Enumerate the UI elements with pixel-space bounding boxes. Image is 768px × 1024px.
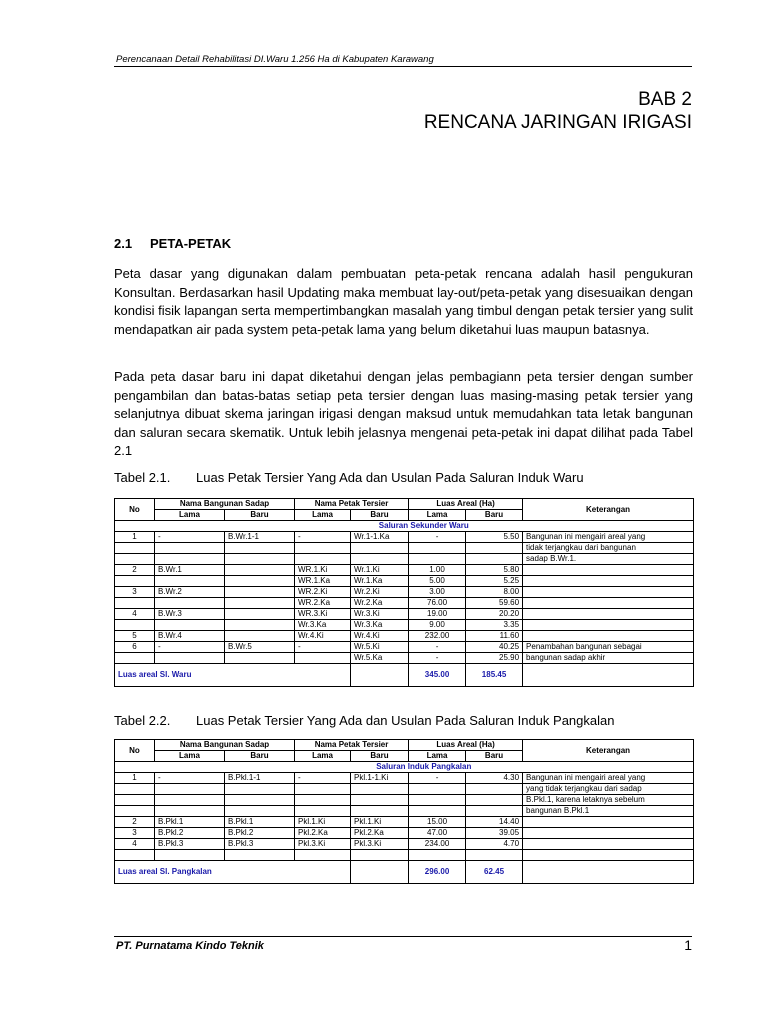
cell-bangunan-lama: B.Pkl.2 <box>155 828 225 839</box>
cell-no <box>115 850 155 861</box>
table-row <box>115 609 694 620</box>
cell-bangunan-lama <box>155 620 225 631</box>
cell-petak-baru: Wr.1.Ka <box>351 576 409 587</box>
cell-bangunan-baru <box>225 609 295 620</box>
table1-caption <box>114 470 584 485</box>
cell-luas-baru: 59.60 <box>466 598 523 609</box>
cell-keterangan <box>523 850 694 861</box>
cell-petak-baru <box>351 795 409 806</box>
cell-bangunan-lama <box>155 784 225 795</box>
cell-keterangan: Bangunan ini mengairi areal yang <box>523 773 694 784</box>
table-row <box>115 631 694 642</box>
cell-luas-lama: 15.00 <box>409 817 466 828</box>
cell-keterangan <box>523 576 694 587</box>
header-luas: Luas Areal (Ha) <box>409 499 523 510</box>
cell-petak-baru: Pkl.3.Ki <box>351 839 409 850</box>
cell-no: 1 <box>115 773 155 784</box>
table-row <box>115 828 694 839</box>
header-lama: Lama <box>409 751 466 762</box>
cell-bangunan-lama: - <box>155 642 225 653</box>
cell-luas-baru <box>466 850 523 861</box>
cell-bangunan-baru <box>225 806 295 817</box>
cell-bangunan-lama <box>155 653 225 664</box>
cell-keterangan: tidak terjangkau dari bangunan <box>523 543 694 554</box>
cell-keterangan: Penambahan bangunan sebagai <box>523 642 694 653</box>
cell-bangunan-lama: B.Wr.3 <box>155 609 225 620</box>
total-label: Luas areal Sl. Pangkalan <box>115 861 351 884</box>
table-row <box>115 850 694 861</box>
cell-no <box>115 806 155 817</box>
cell-keterangan <box>523 839 694 850</box>
cell-bangunan-baru <box>225 598 295 609</box>
subheader-saluran: Saluran Induk Pangkalan <box>155 762 694 773</box>
cell-luas-lama: - <box>409 642 466 653</box>
cell-petak-baru: Pkl.1-1.Ki <box>351 773 409 784</box>
table1-caption-text: Luas Petak Tersier Yang Ada dan Usulan Pada Saluran Induk Waru <box>196 470 584 485</box>
cell-bangunan-lama <box>155 806 225 817</box>
cell-luas-baru: 5.80 <box>466 565 523 576</box>
table-row <box>115 587 694 598</box>
header-baru: Baru <box>351 510 409 521</box>
table-row <box>115 565 694 576</box>
cell-no: 4 <box>115 609 155 620</box>
cell-petak-baru: Wr.4.Ki <box>351 631 409 642</box>
cell-bangunan-baru <box>225 543 295 554</box>
cell-no: 3 <box>115 587 155 598</box>
table-row <box>115 784 694 795</box>
header-bangunan: Nama Bangunan Sadap <box>155 740 295 751</box>
subheader-saluran: Saluran Sekunder Waru <box>155 521 694 532</box>
table-row <box>115 817 694 828</box>
cell-luas-baru: 11.60 <box>466 631 523 642</box>
total-lama: 345.00 <box>409 664 466 687</box>
table-row <box>115 653 694 664</box>
cell-luas-lama <box>409 784 466 795</box>
cell-keterangan <box>523 609 694 620</box>
table-row <box>115 576 694 587</box>
cell-luas-lama <box>409 795 466 806</box>
cell-bangunan-baru: B.Wr.1-1 <box>225 532 295 543</box>
cell-luas-baru: 14.40 <box>466 817 523 828</box>
cell-bangunan-baru: B.Pkl.3 <box>225 839 295 850</box>
table-row <box>115 543 694 554</box>
cell-no: 5 <box>115 631 155 642</box>
table1-caption-label: Tabel 2.1. <box>114 470 171 485</box>
cell-bangunan-baru: B.Pkl.1 <box>225 817 295 828</box>
cell-petak-lama <box>295 850 351 861</box>
cell-luas-lama: 1.00 <box>409 565 466 576</box>
cell-petak-lama <box>295 653 351 664</box>
cell-no: 2 <box>115 817 155 828</box>
cell-keterangan <box>523 817 694 828</box>
header-lama: Lama <box>155 751 225 762</box>
cell-luas-baru <box>466 795 523 806</box>
cell-petak-baru: Pkl.2.Ka <box>351 828 409 839</box>
subheader-spacer <box>115 521 155 532</box>
header-petak: Nama Petak Tersier <box>295 740 409 751</box>
table-row <box>115 554 694 565</box>
cell-petak-lama: WR.1.Ki <box>295 565 351 576</box>
cell-luas-lama: - <box>409 653 466 664</box>
cell-luas-baru: 25.90 <box>466 653 523 664</box>
cell-bangunan-baru <box>225 554 295 565</box>
cell-luas-lama <box>409 850 466 861</box>
cell-bangunan-baru <box>225 565 295 576</box>
table-pangkalan <box>114 739 694 884</box>
chapter-number: BAB 2 <box>638 89 692 110</box>
cell-luas-baru: 5.25 <box>466 576 523 587</box>
section-number: 2.1 <box>114 236 133 251</box>
cell-petak-baru: Wr.5.Ki <box>351 642 409 653</box>
subheader-spacer <box>115 762 155 773</box>
cell-petak-baru: Wr.5.Ka <box>351 653 409 664</box>
paragraph-1: Peta dasar yang digunakan dalam pembuatan peta-petak rencana adalah hasil pengukuran Konsultan. Berdasarkan hasil Updating maka membuat lay-out/peta-petak yang disesuaikan dengan kondisi fisik lapangan serta mempertimbangkan masalah yang timbul dengan petak tersier yang sulit mendapatkan air pada system peta-petak lama yang belum diketahui luas maupun batasnya. <box>114 266 693 337</box>
cell-no: 6 <box>115 642 155 653</box>
page-number: 1 <box>684 937 692 953</box>
cell-luas-baru <box>466 806 523 817</box>
cell-no <box>115 598 155 609</box>
cell-petak-lama: WR.1.Ka <box>295 576 351 587</box>
cell-petak-lama: Pkl.3.Ki <box>295 839 351 850</box>
table-row <box>115 532 694 543</box>
header-lama: Lama <box>155 510 225 521</box>
cell-luas-lama <box>409 554 466 565</box>
cell-luas-baru: 5.50 <box>466 532 523 543</box>
cell-bangunan-baru <box>225 576 295 587</box>
cell-keterangan <box>523 828 694 839</box>
table-body <box>115 773 694 861</box>
cell-luas-lama: - <box>409 532 466 543</box>
cell-no <box>115 653 155 664</box>
cell-bangunan-lama <box>155 554 225 565</box>
footer-rule <box>114 936 692 937</box>
cell-luas-lama <box>409 543 466 554</box>
cell-keterangan <box>523 565 694 576</box>
total-label: Luas areal Sl. Waru <box>115 664 351 687</box>
cell-petak-lama: Pkl.2.Ka <box>295 828 351 839</box>
cell-bangunan-lama: B.Pkl.1 <box>155 817 225 828</box>
cell-bangunan-baru: B.Wr.5 <box>225 642 295 653</box>
cell-petak-baru: Wr.2.Ki <box>351 587 409 598</box>
cell-petak-lama: Pkl.1.Ki <box>295 817 351 828</box>
total-lama: 296.00 <box>409 861 466 884</box>
table-row <box>115 620 694 631</box>
cell-petak-lama: Wr.3.Ka <box>295 620 351 631</box>
cell-petak-lama: Wr.4.Ki <box>295 631 351 642</box>
chapter-title: RENCANA JARINGAN IRIGASI <box>423 112 692 133</box>
cell-petak-baru <box>351 543 409 554</box>
table2-caption-label: Tabel 2.2. <box>114 713 171 728</box>
cell-petak-lama: - <box>295 532 351 543</box>
cell-keterangan: yang tidak terjangkau dari sadap <box>523 784 694 795</box>
cell-bangunan-lama: B.Wr.2 <box>155 587 225 598</box>
cell-petak-lama <box>295 543 351 554</box>
table2-caption <box>114 713 614 728</box>
cell-petak-baru <box>351 554 409 565</box>
total-keterangan <box>523 664 694 687</box>
cell-no <box>115 576 155 587</box>
header-keterangan: Keterangan <box>523 740 694 762</box>
table-row <box>115 839 694 850</box>
cell-petak-lama: - <box>295 773 351 784</box>
cell-bangunan-baru <box>225 620 295 631</box>
cell-bangunan-baru <box>225 850 295 861</box>
cell-bangunan-baru <box>225 784 295 795</box>
cell-keterangan <box>523 598 694 609</box>
cell-bangunan-lama <box>155 543 225 554</box>
cell-petak-baru: Wr.3.Ki <box>351 609 409 620</box>
cell-bangunan-baru <box>225 587 295 598</box>
cell-no: 3 <box>115 828 155 839</box>
table-row <box>115 795 694 806</box>
total-baru: 62.45 <box>466 861 523 884</box>
cell-petak-lama: WR.2.Ka <box>295 598 351 609</box>
cell-no: 2 <box>115 565 155 576</box>
table-body <box>115 532 694 664</box>
cell-keterangan <box>523 631 694 642</box>
table-waru <box>114 498 694 687</box>
total-baru: 185.45 <box>466 664 523 687</box>
cell-bangunan-lama <box>155 795 225 806</box>
table-row <box>115 773 694 784</box>
cell-bangunan-lama: - <box>155 532 225 543</box>
cell-bangunan-baru <box>225 631 295 642</box>
cell-petak-lama: WR.3.Ki <box>295 609 351 620</box>
header-baru: Baru <box>351 751 409 762</box>
cell-bangunan-baru <box>225 653 295 664</box>
cell-petak-lama <box>295 806 351 817</box>
cell-luas-baru <box>466 543 523 554</box>
cell-petak-baru <box>351 850 409 861</box>
header-baru: Baru <box>466 751 523 762</box>
header-no: No <box>115 499 155 521</box>
cell-bangunan-lama: B.Wr.1 <box>155 565 225 576</box>
header-bangunan: Nama Bangunan Sadap <box>155 499 295 510</box>
total-keterangan <box>523 861 694 884</box>
cell-petak-baru: Wr.3.Ka <box>351 620 409 631</box>
cell-no <box>115 620 155 631</box>
cell-bangunan-lama <box>155 598 225 609</box>
cell-keterangan <box>523 587 694 598</box>
header-baru: Baru <box>225 751 295 762</box>
table-row <box>115 806 694 817</box>
cell-luas-lama: 232.00 <box>409 631 466 642</box>
section-heading <box>114 236 231 251</box>
cell-bangunan-lama <box>155 850 225 861</box>
section-title: PETA-PETAK <box>150 236 232 251</box>
cell-keterangan: Bangunan ini mengairi areal yang <box>523 532 694 543</box>
cell-no <box>115 784 155 795</box>
chapter-heading <box>424 88 692 134</box>
header-lama: Lama <box>295 751 351 762</box>
cell-bangunan-lama: - <box>155 773 225 784</box>
cell-bangunan-baru <box>225 795 295 806</box>
header-lama: Lama <box>409 510 466 521</box>
cell-luas-baru: 39.05 <box>466 828 523 839</box>
cell-petak-baru: Wr.1-1.Ka <box>351 532 409 543</box>
cell-luas-baru: 4.70 <box>466 839 523 850</box>
paragraph-2: Pada peta dasar baru ini dapat diketahui dengan jelas pembagiann peta tersier dengan sumber pengambilan dan batas-batas setiap peta tersier dengan luas masing-masing petak tersier yang selanjutnya dibuat skema jaringan irigasi dengan maksud untuk memudahkan tata letak bangunan dan saluran secara skematik. Untuk lebih jelasnya mengenai peta-petak ini dapat dilihat pada Tabel 2.1 <box>114 369 693 459</box>
header-no: No <box>115 740 155 762</box>
cell-luas-baru: 8.00 <box>466 587 523 598</box>
cell-luas-lama: 5.00 <box>409 576 466 587</box>
cell-petak-baru <box>351 806 409 817</box>
cell-no: 4 <box>115 839 155 850</box>
cell-petak-lama: - <box>295 642 351 653</box>
cell-luas-baru: 3.35 <box>466 620 523 631</box>
cell-no <box>115 554 155 565</box>
footer-company: PT. Purnatama Kindo Teknik <box>116 940 264 952</box>
cell-keterangan: bangunan sadap akhir <box>523 653 694 664</box>
cell-petak-baru: Wr.2.Ka <box>351 598 409 609</box>
header-rule <box>114 66 692 67</box>
cell-luas-baru: 4.30 <box>466 773 523 784</box>
cell-luas-lama: 234.00 <box>409 839 466 850</box>
table2-caption-text: Luas Petak Tersier Yang Ada dan Usulan Pada Saluran Induk Pangkalan <box>196 713 615 728</box>
cell-luas-lama <box>409 806 466 817</box>
header-luas: Luas Areal (Ha) <box>409 740 523 751</box>
cell-no <box>115 543 155 554</box>
cell-bangunan-lama <box>155 576 225 587</box>
cell-petak-baru: Wr.1.Ki <box>351 565 409 576</box>
cell-petak-lama <box>295 795 351 806</box>
header-lama: Lama <box>295 510 351 521</box>
cell-petak-lama <box>295 554 351 565</box>
header-keterangan: Keterangan <box>523 499 694 521</box>
cell-luas-lama: - <box>409 773 466 784</box>
cell-keterangan: sadap B.Wr.1. <box>523 554 694 565</box>
header-petak: Nama Petak Tersier <box>295 499 409 510</box>
cell-no: 1 <box>115 532 155 543</box>
cell-no <box>115 795 155 806</box>
cell-luas-lama: 9.00 <box>409 620 466 631</box>
cell-petak-baru: Pkl.1.Ki <box>351 817 409 828</box>
cell-keterangan <box>523 620 694 631</box>
running-header: Perencanaan Detail Rehabilitasi DI.Waru 1.256 Ha di Kabupaten Karawang <box>116 54 434 65</box>
header-baru: Baru <box>466 510 523 521</box>
table-row <box>115 598 694 609</box>
cell-luas-baru <box>466 784 523 795</box>
cell-luas-lama: 76.00 <box>409 598 466 609</box>
header-baru: Baru <box>225 510 295 521</box>
cell-keterangan: bangunan B.Pkl.1 <box>523 806 694 817</box>
cell-petak-lama <box>295 784 351 795</box>
cell-petak-lama: WR.2.Ki <box>295 587 351 598</box>
cell-luas-lama: 47.00 <box>409 828 466 839</box>
cell-luas-baru: 20.20 <box>466 609 523 620</box>
cell-keterangan: B.Pkl.1, karena letaknya sebelum <box>523 795 694 806</box>
cell-luas-lama: 19.00 <box>409 609 466 620</box>
total-empty <box>351 861 409 884</box>
total-empty <box>351 664 409 687</box>
cell-petak-baru <box>351 784 409 795</box>
cell-luas-baru: 40.25 <box>466 642 523 653</box>
cell-luas-lama: 3.00 <box>409 587 466 598</box>
cell-bangunan-lama: B.Wr.4 <box>155 631 225 642</box>
cell-luas-baru <box>466 554 523 565</box>
cell-bangunan-lama: B.Pkl.3 <box>155 839 225 850</box>
cell-bangunan-baru: B.Pkl.2 <box>225 828 295 839</box>
table-row <box>115 642 694 653</box>
cell-bangunan-baru: B.Pkl.1-1 <box>225 773 295 784</box>
